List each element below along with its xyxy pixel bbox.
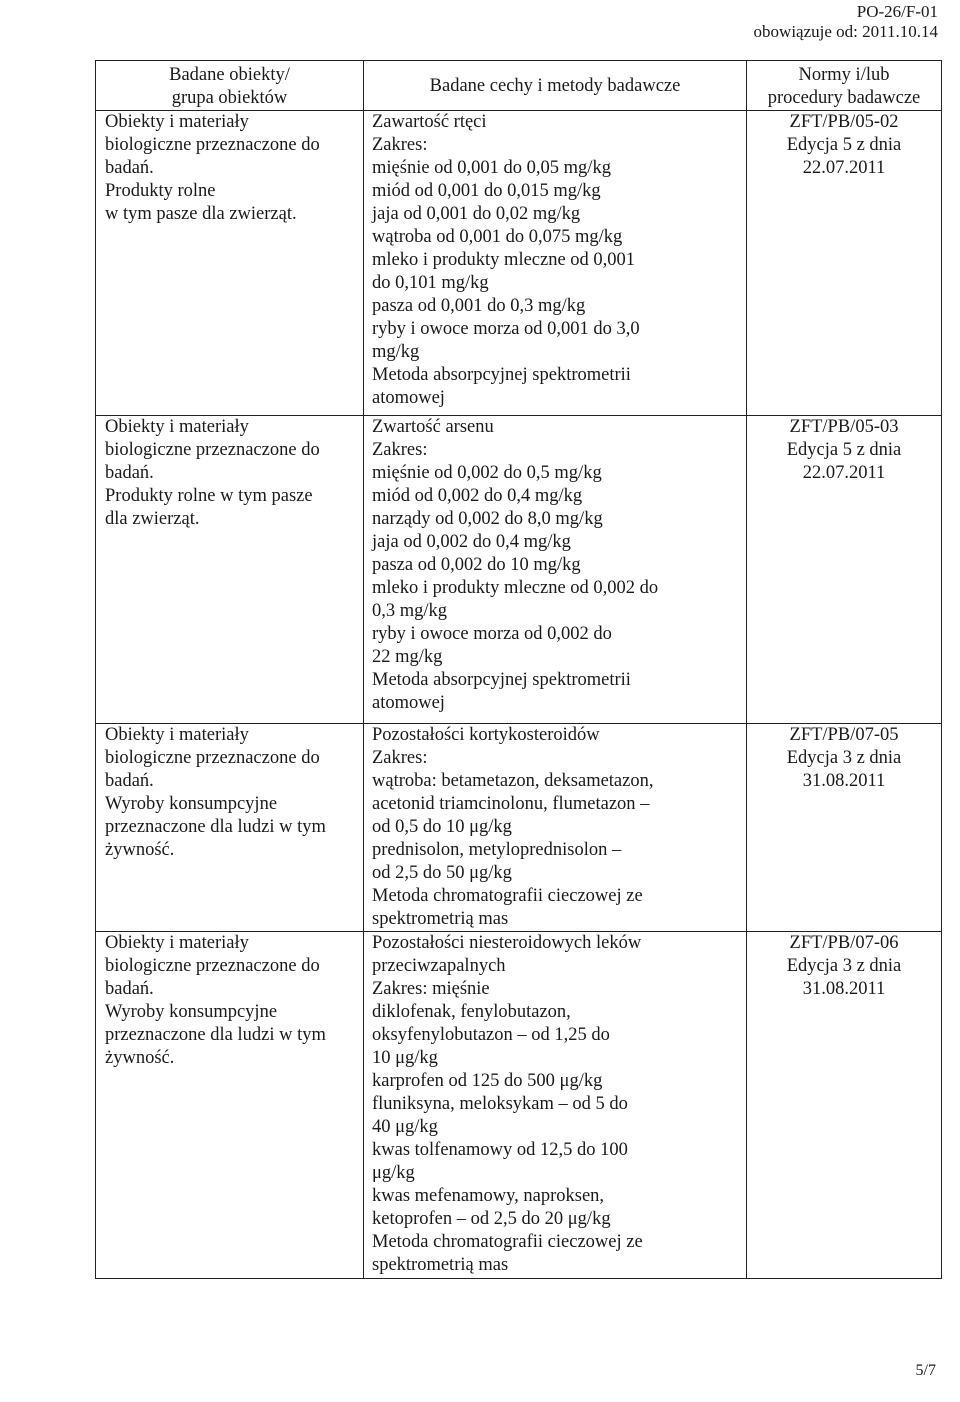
norm-line: ZFT/PB/07-06 — [789, 933, 899, 953]
table-row — [96, 111, 942, 416]
norm-line: Edycja 3 z dnia — [786, 956, 902, 976]
object-line: Wyroby konsumpcyjne — [105, 794, 278, 814]
object-line: badań. — [105, 463, 154, 483]
method-line: mleko i produkty mleczne od 0,001 — [372, 250, 636, 270]
method-line: od 2,5 do 50 μg/kg — [372, 863, 512, 883]
method-line: od 0,5 do 10 μg/kg — [372, 817, 512, 837]
norm-line: 22.07.2011 — [802, 463, 886, 483]
object-cell — [96, 111, 364, 416]
method-line: kwas mefenamowy, naproksen, — [372, 1186, 605, 1206]
object-line: dla zwierząt. — [105, 509, 200, 529]
object-line: biologiczne przeznaczone do — [105, 135, 320, 155]
method-cell — [364, 724, 747, 932]
method-line: spektrometrią mas — [372, 909, 509, 929]
method-line: atomowej — [372, 388, 445, 408]
header-methods: Badane cechy i metody badawcze — [364, 61, 747, 111]
object-cell — [96, 724, 364, 932]
object-line: żywność. — [105, 1048, 175, 1068]
valid-from-date: obowiązuje od: 2011.10.14 — [753, 22, 938, 41]
norm-line: Edycja 5 z dnia — [786, 135, 902, 155]
method-line: Pozostałości niesteroidowych leków — [372, 933, 642, 953]
document-header — [754, 2, 938, 42]
method-line: mg/kg — [372, 342, 420, 362]
norm-cell — [747, 724, 942, 932]
object-cell — [96, 932, 364, 1279]
table-header-row — [96, 61, 942, 111]
method-line: kwas tolfenamowy od 12,5 do 100 — [372, 1140, 628, 1160]
method-line: μg/kg — [372, 1163, 415, 1183]
method-line: wątroba od 0,001 do 0,075 mg/kg — [372, 227, 623, 247]
method-line: 40 μg/kg — [372, 1117, 438, 1137]
table-row — [96, 724, 942, 932]
method-line: mięśnie od 0,002 do 0,5 mg/kg — [372, 463, 602, 483]
object-line: przeznaczone dla ludzi w tym — [105, 817, 326, 837]
method-line: Pozostałości kortykosteroidów — [372, 725, 600, 745]
method-line: miód od 0,002 do 0,4 mg/kg — [372, 486, 583, 506]
object-line: w tym pasze dla zwierząt. — [105, 204, 297, 224]
method-line: jaja od 0,001 do 0,02 mg/kg — [372, 204, 581, 224]
object-line: biologiczne przeznaczone do — [105, 440, 320, 460]
method-line: 10 μg/kg — [372, 1048, 438, 1068]
table-row — [96, 416, 942, 724]
method-line: Zakres: mięśnie — [372, 979, 490, 999]
object-line: Produkty rolne w tym pasze — [105, 486, 313, 506]
object-line: Wyroby konsumpcyjne — [105, 1002, 278, 1022]
method-line: karprofen od 125 do 500 μg/kg — [372, 1071, 603, 1091]
method-line: atomowej — [372, 693, 445, 713]
norm-line: 22.07.2011 — [802, 158, 886, 178]
method-cell — [364, 416, 747, 724]
object-line: biologiczne przeznaczone do — [105, 956, 320, 976]
form-code: PO-26/F-01 — [856, 2, 938, 21]
methods-table — [95, 60, 942, 1279]
method-line: do 0,101 mg/kg — [372, 273, 489, 293]
page-number: 5/7 — [915, 1362, 936, 1379]
method-line: spektrometrią mas — [372, 1255, 509, 1275]
method-line: Metoda chromatografii cieczowej ze — [372, 886, 643, 906]
norm-line: 31.08.2011 — [802, 771, 886, 791]
method-cell — [364, 111, 747, 416]
header-norms: Normy i/lub procedury badawcze — [747, 61, 942, 111]
norm-cell — [747, 111, 942, 416]
norm-line: Edycja 5 z dnia — [786, 440, 902, 460]
method-line: jaja od 0,002 do 0,4 mg/kg — [372, 532, 571, 552]
method-line: diklofenak, fenylobutazon, — [372, 1002, 571, 1022]
object-line: badań. — [105, 979, 154, 999]
method-line: Metoda absorpcyjnej spektrometrii — [372, 670, 631, 690]
method-line: mięśnie od 0,001 do 0,05 mg/kg — [372, 158, 611, 178]
method-line: wątroba: betametazon, deksametazon, — [372, 771, 654, 791]
method-line: mleko i produkty mleczne od 0,002 do — [372, 578, 659, 598]
object-line: Produkty rolne — [105, 181, 216, 201]
method-line: Zakres: — [372, 440, 428, 460]
object-line: badań. — [105, 158, 154, 178]
object-line: żywność. — [105, 840, 175, 860]
method-line: Metoda absorpcyjnej spektrometrii — [372, 365, 631, 385]
method-line: pasza od 0,002 do 10 mg/kg — [372, 555, 581, 575]
method-line: 22 mg/kg — [372, 647, 443, 667]
method-line: ryby i owoce morza od 0,001 do 3,0 — [372, 319, 640, 339]
header-objects: Badane obiekty/ grupa obiektów — [96, 61, 364, 111]
method-line: prednisolon, metyloprednisolon – — [372, 840, 622, 860]
method-line: ryby i owoce morza od 0,002 do — [372, 624, 612, 644]
norm-cell — [747, 416, 942, 724]
method-line: Zawartość rtęci — [372, 112, 487, 132]
method-line: przeciwzapalnych — [372, 956, 506, 976]
method-line: Metoda chromatografii cieczowej ze — [372, 1232, 643, 1252]
object-cell — [96, 416, 364, 724]
method-line: miód od 0,001 do 0,015 mg/kg — [372, 181, 601, 201]
norm-line: 31.08.2011 — [802, 979, 886, 999]
object-line: biologiczne przeznaczone do — [105, 748, 320, 768]
norm-line: ZFT/PB/05-03 — [789, 417, 899, 437]
method-line: pasza od 0,001 do 0,3 mg/kg — [372, 296, 586, 316]
method-line: fluniksyna, meloksykam – od 5 do — [372, 1094, 628, 1114]
method-line: oksyfenylobutazon – od 1,25 do — [372, 1025, 610, 1045]
norm-line: ZFT/PB/07-05 — [789, 725, 899, 745]
object-line: Obiekty i materiały — [105, 417, 249, 437]
method-line: ketoprofen – od 2,5 do 20 μg/kg — [372, 1209, 611, 1229]
object-line: Obiekty i materiały — [105, 933, 249, 953]
object-line: przeznaczone dla ludzi w tym — [105, 1025, 326, 1045]
table-row — [96, 932, 942, 1279]
object-line: badań. — [105, 771, 154, 791]
method-line: Zakres: — [372, 748, 428, 768]
method-line: narządy od 0,002 do 8,0 mg/kg — [372, 509, 603, 529]
method-line: Zwartość arsenu — [372, 417, 494, 437]
method-line: acetonid triamcinolonu, flumetazon – — [372, 794, 650, 814]
object-line: Obiekty i materiały — [105, 112, 249, 132]
method-cell — [364, 932, 747, 1279]
norm-line: ZFT/PB/05-02 — [789, 112, 899, 132]
norm-cell — [747, 932, 942, 1279]
method-line: 0,3 mg/kg — [372, 601, 448, 621]
method-line: Zakres: — [372, 135, 428, 155]
object-line: Obiekty i materiały — [105, 725, 249, 745]
norm-line: Edycja 3 z dnia — [786, 748, 902, 768]
